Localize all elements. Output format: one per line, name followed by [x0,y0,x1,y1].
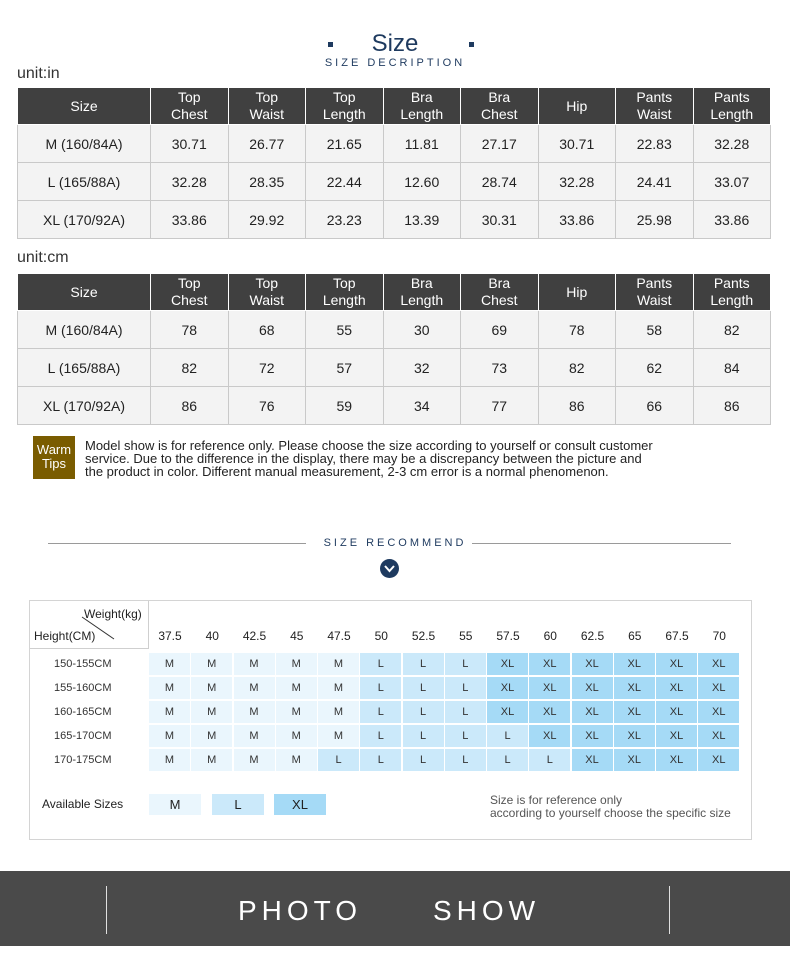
weight-column-header: 40 [205,629,219,643]
column-header-line: Size [70,283,98,300]
page-subtitle: SIZE DECRIPTION [324,57,466,69]
size-cell: XL [614,677,655,699]
measurement-cell: 34 [383,387,461,425]
size-name-cell: M (160/84A) [18,125,151,163]
weight-column-header: 37.5 [158,629,182,643]
measurement-cell: 22.83 [616,125,694,163]
size-cell: L [445,749,486,771]
column-header [616,274,694,311]
measurement-cell: 78 [151,311,229,349]
size-cell: L [445,653,486,675]
column-header [538,274,616,311]
size-cell: M [191,725,232,747]
size-cell: M [149,749,190,771]
reference-note-line: Size is for reference only [490,793,623,807]
column-header-line: Waist [637,106,672,122]
height-row-header: 170-175CM [54,754,112,766]
size-cell: M [149,677,190,699]
column-header-line: Length [322,106,366,122]
measurement-cell: 86 [151,387,229,425]
weight-column-header: 47.5 [327,629,351,643]
size-name-cell: XL (170/92A) [18,201,151,239]
size-cell: L [487,749,528,771]
measurement-cell: 30 [383,311,461,349]
weight-column-header: 42.5 [242,629,267,643]
measurement-cell: 30.71 [151,125,229,163]
measurement-cell: 28.35 [228,163,306,201]
measurement-cell: 84 [693,349,771,387]
table-row [18,163,771,201]
weight-column-header: 57.5 [496,629,520,643]
column-header [306,274,384,311]
size-cell: XL [487,677,528,699]
size-cell: XL [698,749,739,771]
weight-column-header: 55 [459,629,473,643]
size-cell: M [234,749,275,771]
measurement-cell: 32.28 [151,163,229,201]
unit-label-in: unit:in [17,65,60,82]
measurement-cell: 30.31 [461,201,539,239]
column-header-line: Top [177,89,201,105]
column-header-line: Bra [488,275,511,291]
size-table-inches [17,87,771,239]
size-header [0,28,790,72]
banner-word-show: SHOW [433,895,541,926]
column-header [151,274,229,311]
size-name-cell: L (165/88A) [18,349,151,387]
photo-show-banner [0,871,790,946]
measurement-cell: 66 [616,387,694,425]
weight-column-header: 70 [712,629,726,643]
size-cell: XL [572,701,613,723]
measurement-cell: 68 [228,311,306,349]
column-header-line: Length [710,106,754,122]
column-header-line: Top [332,275,356,291]
size-cell: XL [698,701,739,723]
size-cell: XL [656,725,697,747]
measurement-cell: 32.28 [693,125,771,163]
measurement-cell: 78 [538,311,616,349]
size-cell: M [149,653,190,675]
weight-column-header: 45 [290,629,304,643]
column-header-line: Pants [636,275,673,291]
reference-note [490,794,752,820]
column-header [18,274,151,311]
measurement-cell: 29.92 [228,201,306,239]
column-header-line: Chest [170,292,208,308]
measurement-cell: 25.98 [616,201,694,239]
size-cell: XL [572,749,613,771]
size-cell: M [276,677,317,699]
column-header-line: Waist [249,106,284,122]
height-row-header: 150-155CM [54,658,112,670]
size-cell: L [360,725,401,747]
size-cell: XL [529,725,570,747]
tips-line: Model show is for reference only. Please choose the size according to yourself or consult customer [85,438,653,453]
column-header-line: Length [710,292,754,308]
size-cell: XL [614,749,655,771]
column-header-line: Chest [480,292,518,308]
size-cell: L [445,725,486,747]
weight-axis-label: Weight(kg) [84,607,142,621]
measurement-cell: 76 [228,387,306,425]
chevron-down-icon [380,559,399,578]
measurement-cell: 30.71 [538,125,616,163]
measurement-cell: 82 [151,349,229,387]
column-header-line: Top [255,275,279,291]
column-header [383,274,461,311]
measurement-cell: 82 [538,349,616,387]
measurement-cell: 32.28 [538,163,616,201]
column-header-line: Size [70,97,98,114]
measurement-cell: 22.44 [306,163,384,201]
size-cell: M [191,677,232,699]
size-cell: M [276,701,317,723]
size-cell: L [318,749,359,771]
column-header [306,88,384,125]
warm-tips-text [85,439,775,478]
weight-column-header: 52.5 [411,629,436,643]
grid-corner-header [30,601,149,649]
tips-line: service. Due to the difference in the display, there may be a discrepancy between the picture and [85,451,642,466]
column-header [151,88,229,125]
page-title: Size [371,30,419,57]
column-header-line: Length [322,292,366,308]
weight-column-header: 62.5 [580,629,605,643]
size-cell: M [149,725,190,747]
measurement-cell: 72 [228,349,306,387]
size-cell: M [191,653,232,675]
banner-word-photo: PHOTO [238,895,363,926]
measurement-cell: 33.07 [693,163,771,201]
column-header-line: Bra [410,89,433,105]
size-cell: L [360,677,401,699]
column-header [461,274,539,311]
column-header-line: Waist [637,292,672,308]
warm-tips-badge [33,436,75,479]
size-cell: M [149,701,190,723]
size-cell: XL [614,701,655,723]
measurement-cell: 13.39 [383,201,461,239]
size-cell: XL [614,653,655,675]
available-size-xl: XL [274,794,326,815]
column-header-line: Hip [566,97,588,114]
size-cell: M [234,677,275,699]
column-header [693,274,771,311]
size-cell: M [318,725,359,747]
size-cell: M [276,749,317,771]
size-cell: L [403,749,444,771]
size-cell: M [234,653,275,675]
table-row [18,387,771,425]
measurement-cell: 73 [461,349,539,387]
weight-column-header: 60 [543,629,557,643]
height-row-header: 165-170CM [54,730,112,742]
size-cell: M [276,653,317,675]
column-header-line: Waist [249,292,284,308]
column-header [18,88,151,125]
column-header-line: Chest [480,106,518,122]
measurement-cell: 23.23 [306,201,384,239]
weight-column-header: 50 [374,629,388,643]
size-name-cell: L (165/88A) [18,163,151,201]
title-dot-right [469,42,474,47]
reference-note-line: according to yourself choose the specific size [490,806,731,820]
size-cell: L [403,725,444,747]
size-cell: M [234,701,275,723]
column-header [383,88,461,125]
measurement-cell: 58 [616,311,694,349]
height-row-header: 160-165CM [54,706,112,718]
height-row-header: 155-160CM [54,682,112,694]
warm-tips-badge-line: Warm [36,442,72,457]
size-cell: XL [656,701,697,723]
size-cell: XL [656,677,697,699]
column-header-line: Length [400,292,444,308]
column-header-line: Top [177,275,201,291]
measurement-cell: 82 [693,311,771,349]
measurement-cell: 69 [461,311,539,349]
size-cell: XL [656,749,697,771]
size-cell: XL [529,701,570,723]
column-header-line: Length [400,106,444,122]
size-name-cell: M (160/84A) [18,311,151,349]
column-header [461,88,539,125]
size-cell: XL [529,653,570,675]
column-header-line: Pants [713,275,750,291]
table-row [18,349,771,387]
size-cell: M [234,725,275,747]
measurement-cell: 86 [538,387,616,425]
size-recommend-panel [29,600,752,840]
height-axis-label: Height(CM) [34,629,96,643]
size-cell: L [487,725,528,747]
column-header [228,88,306,125]
measurement-cell: 32 [383,349,461,387]
column-header-line: Bra [488,89,511,105]
measurement-cell: 27.17 [461,125,539,163]
size-cell: L [403,701,444,723]
measurement-cell: 77 [461,387,539,425]
weight-column-header: 67.5 [665,629,689,643]
size-cell: XL [656,653,697,675]
size-cell: L [360,653,401,675]
measurement-cell: 21.65 [306,125,384,163]
column-header-line: Pants [713,89,750,105]
column-header-line: Top [255,89,279,105]
size-cell: M [318,677,359,699]
size-name-cell: XL (170/92A) [18,387,151,425]
size-cell: XL [529,677,570,699]
table-row [18,311,771,349]
measurement-cell: 62 [616,349,694,387]
available-sizes-label: Available Sizes [42,797,124,811]
measurement-cell: 28.74 [461,163,539,201]
size-cell: XL [487,653,528,675]
column-header [693,88,771,125]
measurement-cell: 12.60 [383,163,461,201]
table-row [18,201,771,239]
measurement-cell: 33.86 [538,201,616,239]
size-cell: L [445,701,486,723]
column-header-line: Chest [170,106,208,122]
available-size-m: M [149,794,201,815]
column-header-line: Pants [636,89,673,105]
column-header [228,274,306,311]
available-size-l: L [212,794,264,815]
size-cell: L [445,677,486,699]
measurement-cell: 86 [693,387,771,425]
weight-column-header: 65 [628,629,642,643]
size-cell: L [403,677,444,699]
measurement-cell: 57 [306,349,384,387]
measurement-cell: 59 [306,387,384,425]
size-cell: L [403,653,444,675]
size-cell: M [276,725,317,747]
divider-right [472,543,731,544]
size-recommend-title: SIZE RECOMMEND [323,537,467,549]
size-cell: XL [572,725,613,747]
size-cell: L [360,701,401,723]
unit-label-cm: unit:cm [17,249,69,266]
table-row [18,125,771,163]
size-cell: XL [487,701,528,723]
column-header-line: Top [332,89,356,105]
size-cell: L [360,749,401,771]
size-cell: XL [572,677,613,699]
size-cell: L [529,749,570,771]
measurement-cell: 11.81 [383,125,461,163]
size-cell: XL [698,725,739,747]
size-cell: M [318,701,359,723]
measurement-cell: 24.41 [616,163,694,201]
measurement-cell: 33.86 [151,201,229,239]
size-cell: M [191,701,232,723]
measurement-cell: 55 [306,311,384,349]
column-header [538,88,616,125]
size-cell: XL [614,725,655,747]
measurement-cell: 33.86 [693,201,771,239]
size-cell: M [191,749,232,771]
column-header-line: Hip [566,283,588,300]
column-header-line: Bra [410,275,433,291]
column-header [616,88,694,125]
tips-line: the product in color. Different manual measurement, 2-3 cm error is a normal phenomenon. [85,464,609,479]
size-cell: M [318,653,359,675]
size-cell: XL [698,677,739,699]
size-cell: XL [572,653,613,675]
size-table-cm [17,273,771,425]
warm-tips-badge-line: Tips [41,456,67,471]
size-cell: XL [698,653,739,675]
banner-bar-left [106,886,107,934]
banner-bar-right [669,886,670,934]
measurement-cell: 26.77 [228,125,306,163]
